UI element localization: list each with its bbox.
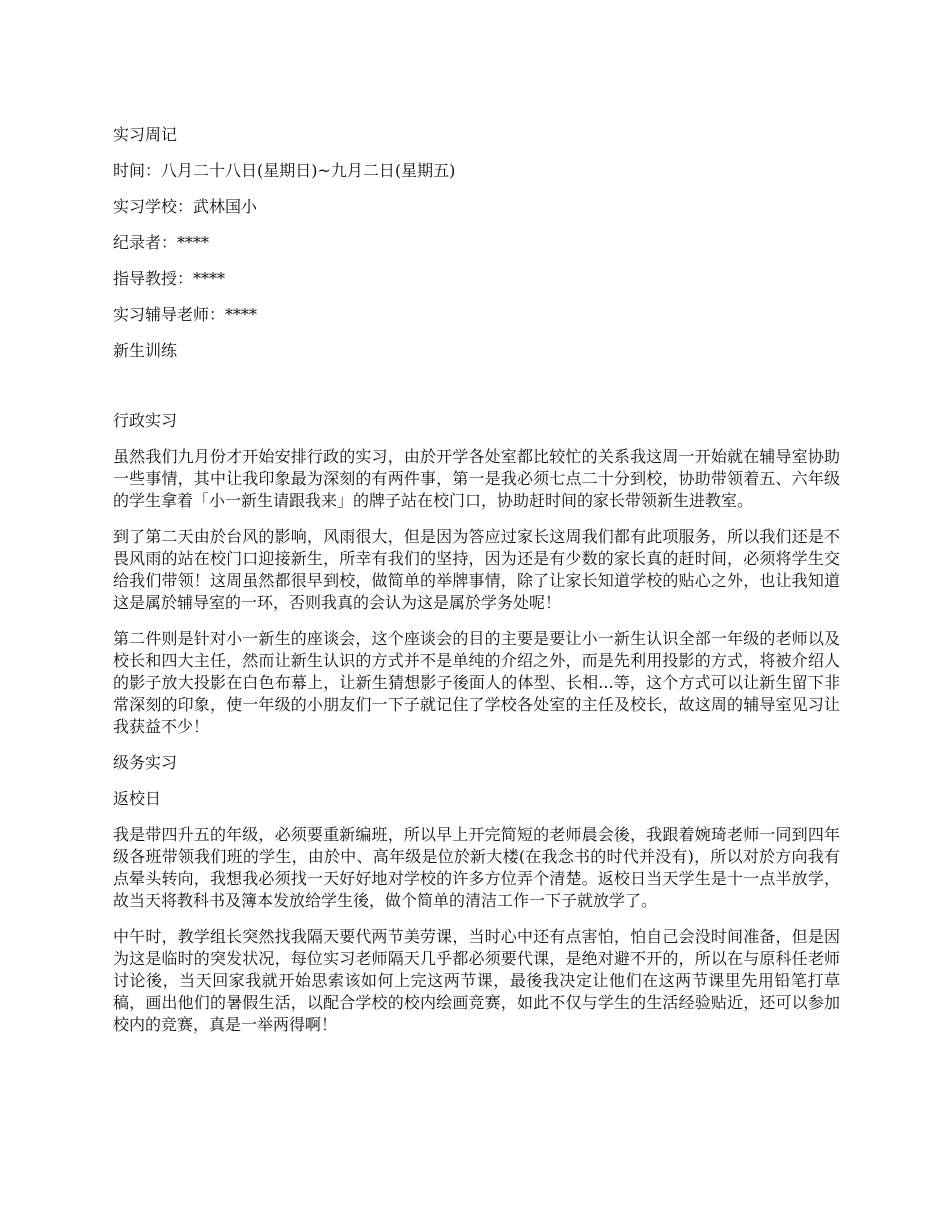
document-page	[113, 124, 840, 1050]
recorder-line: 纪录者：****	[113, 233, 210, 252]
subsection-heading-return-day: 返校日	[113, 789, 162, 808]
admin-paragraph-3: 第二件则是针对小一新生的座谈会，这个座谈会的目的主要是要让小一新生认识全部一年级的老师以及校长和四大主任，然而让新生认识的方式并不是单纯的介绍之外，而是先利用投影的方式，将被介绍人的影子放大投影在白色布幕上，让新生猜想影子後面人的体型、长相...等，这个方式可以让新生留下非常深刻的印象，使一年级的小朋友们一下子就记住了学校各处室的主任及校长，故这周的辅导室见习让我获益不少！	[113, 629, 840, 736]
admin-paragraph-2: 到了第二天由於台风的影响，风雨很大，但是因为答应过家长这周我们都有此项服务，所以我们还是不畏风雨的站在校门口迎接新生，所幸有我们的坚持，因为还是有少数的家长真的赶时间，必须将学生交给我们带领！这周虽然都很早到校，做简单的举牌事情，除了让家长知道学校的贴心之外，也让我知道这是属於辅导室的一环，否则我真的会认为这是属於学务处呢！	[113, 527, 840, 612]
blank-spacer	[113, 376, 840, 410]
class-paragraph-1: 我是带四升五的年级，必须要重新编班，所以早上开完简短的老师晨会後，我跟着婉琦老师一同到四年级各班带领我们班的学生，由於中、高年级是位於新大楼(在我念书的时代并没有)，所以对於方向我有点晕头转向，我想我必须找一天好好地对学校的许多方位弄个清楚。返校日当天学生是十一点半放学，故当天将教科书及簿本发放给学生後，做个简单的清洁工作一下子就放学了。	[113, 825, 840, 910]
class-paragraph-2: 中午时，教学组长突然找我隔天要代两节美劳课，当时心中还有点害怕，怕自己会没时间准备，但是因为这是临时的突发状况，每位实习老师隔天几乎都必须要代课，是绝对避不开的，所以在与原科任老师讨论後，当天回家我就开始思索该如何上完这两节课，最後我决定让他们在这两节课里先用铅笔打草稿，画出他们的暑假生活，以配合学校的校内绘画竞赛，如此不仅与学生的生活经验贴近，还可以参加校内的竞赛，真是一举两得啊！	[113, 927, 840, 1034]
admin-paragraph-1: 虽然我们九月份才开始安排行政的实习，由於开学各处室都比较忙的关系我这周一开始就在辅导室协助一些事情，其中让我印象最为深刻的有两件事，第一是我必须七点二十分到校，协助带领着五、六年级的学生拿着「小一新生请跟我来」的牌子站在校门口，协助赶时间的家长带领新生进教室。	[113, 447, 840, 510]
time-line: 时间：八月二十八日(星期日)~九月二日(星期五)	[113, 161, 456, 180]
section-heading-new-student: 新生训练	[113, 341, 178, 360]
advisor-line: 指导教授：****	[113, 269, 226, 288]
school-line: 实习学校：武林国小	[113, 197, 258, 216]
section-heading-class: 级务实习	[113, 753, 178, 772]
section-heading-admin: 行政实习	[113, 411, 178, 430]
document-title: 实习周记	[113, 125, 178, 144]
tutor-line: 实习辅导老师：****	[113, 305, 258, 324]
